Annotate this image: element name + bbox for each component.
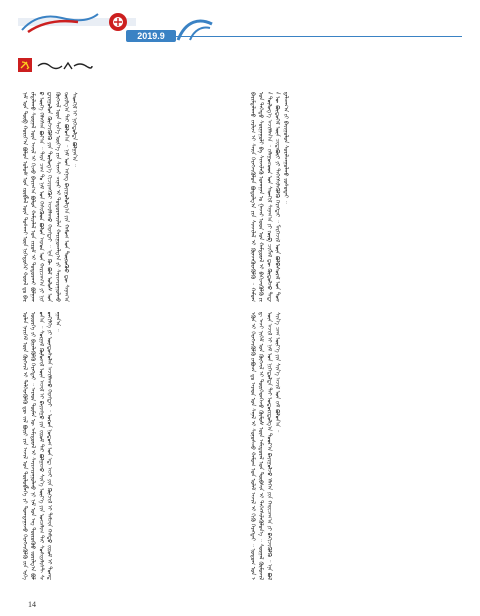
text-block-upper-right [248,92,458,302]
page-number: 14 [28,600,36,609]
header-divider [170,36,462,37]
body-text: ᠣᠯᠠᠨ ᠨᠡᠶᠢᠭᠡᠮ ᠦᠨ ᠬᠥᠭᠵᠢᠯ ᠢ ᠲᠡᠯᠭᠡᠷᠡᠭᠦᠯᠬᠦ ᠳᠦ ᠵᠢᠯ ᠪᠦᠷᠢ ᠶᠢᠨ ᠠᠵᠢᠯ ᠤᠨ ᠲᠥᠯᠦᠪᠯᠡᠭᠡ ᠶᠢ ᠲᠣᠭᠲᠠᠭᠠᠵᠤ ᠬᠡᠷᠡᠭᠵᠢᠭᠦᠯᠬᠦ ᠶᠢᠨ ᠡᠷᠬᠡ ᠦᠦᠷᠭᠡ ᠶᠢ ᠪᠢᠶᠡᠯᠡᠭᠦᠯᠬᠦ ᠬᠡᠷᠡᠭᠲᠡᠢ ᠃ ᠠᠷᠠᠳ ᠲᠦᠮᠡᠨ ᠦ ᠠᠮᠢᠳᠤᠷᠠᠯ ᠢ ᠰᠠᠶᠢᠵᠢᠷᠠᠭᠤᠯᠬᠤ ᠨᠢ ᠨᠠᠮ ᠤᠨ ᠡᠩ ᠲᠦᠷᠦᠭᠦᠦ ᠵᠣᠷᠢᠯᠭ᠎ᠠ ᠪᠣᠯᠤᠨ᠎ᠠ ᠃ ᠰᠤᠷᠭᠠᠯ ᠬᠦᠮᠦᠵᠢᠯ ᠦᠨ ᠠᠵᠢᠯ ᠢ ᠪᠠᠶᠢᠩᠭᠤ ᠶᠢᠨ ᠵᠢᠷᠤᠮ ᠲᠠᠶ ᠪᠣᠯᠭᠠᠵᠤ ᠰᠢᠨ᠎ᠡ ᠦᠶ᠎ᠡ ᠶᠢᠨ ᠣᠨᠴᠠᠯᠢᠭ ᠲᠠᠶ ᠰᠣᠰᠢᠶᠠᠯᠢᠰᠲ ᠰᠡᠳᠬᠢᠯᠭᠡ ᠶᠢ ᠦᠨᠳᠦᠰᠦᠯᠡᠨ ᠠᠵᠢᠯᠯᠠᠬᠤ ᠬᠡᠷᠡᠭᠲᠡᠢ ᠃ ᠣᠷᠣᠨ ᠨᠤᠲᠤᠭ ᠤᠨ ᠡᠳ᠋ ᠠᠵᠢ ᠶᠢᠨ ᠬᠥᠭᠵᠢᠯ ᠢ ᠳᠡᠮᠵᠢᠨ ᠬᠠᠮᠲᠤ ᠵᠢᠷᠤᠮ ᠢ ᠲᠣᠭᠲᠠᠭᠠᠨ᠎ᠠ ᠃ [21,312,61,580]
issue-date-badge: 2019.9 [126,30,176,42]
section-title-script-icon [36,59,94,73]
text-block-lower-right [248,312,458,580]
body-text: ᠡᠭᠦᠨ ᠢ ᠬᠡᠷᠡᠭᠵᠢᠭᠦᠯᠬᠦ ᠶᠠᠪᠤᠴᠠ ᠳᠤ ᠠᠷᠠᠳ ᠤᠨ ᠰᠠᠨᠠᠯ ᠢ ᠰᠣᠨᠣᠰᠴᠤ ᠬᠠᠮᠤᠭ ᠤᠨ ᠤᠯᠠᠮ ᠠᠵᠢᠯ ᠢ ᠬᠢᠬᠦ ᠬᠡᠷᠡᠭᠲᠡᠢ ᠃ ᠨᠤᠲᠤᠭ ᠤᠨ ᠡᠳ᠋ ᠠᠵᠢ ᠨᠢᠭᠡᠮ ᠤᠨ ᠬᠥᠭᠵᠢᠯ ᠢ ᠲᠦᠷᠭᠡᠳᠬᠡᠵᠦ ᠬᠦᠮᠦᠰ ᠦᠨ ᠠᠮᠢᠳᠤᠷᠠᠯ ᠤᠨ ᠲᠦᠪᠰᠢᠨ ᠢ ᠳᠡᠭᠡᠭᠰᠢᠯᠡᠭᠦᠯᠦᠨ᠎ᠡ ᠃ ᠰᠤᠷᠭᠠᠯ ᠬᠦᠮᠦᠵᠢᠯ ᠦᠨ ᠠᠵᠢᠯ ᠢ ᠨᠠᠮ ᠤᠨ ᠨᠢᠭᠡᠳᠦᠯᠲᠡ ᠲᠠᠶ ᠤᠳᠤᠷᠢᠳᠤᠯᠭ᠎ᠠ ᠳᠤᠤᠷ᠎ᠠ ᠪᠠᠶᠢᠭᠤᠯᠵᠤ ᠡᠯᠡᠭᠡᠨ ᠶᠢᠨ ᠬᠠᠷᠢᠴᠠᠭ᠎ᠠ ᠶᠢ ᠪᠡᠬᠢᠵᠢᠭᠦᠯᠬᠦ ᠃ ᠡᠨᠡ ᠪᠣᠯ ᠰᠢᠨ᠎ᠡ ᠴᠠᠭ ᠦᠶ᠎ᠡ ᠶᠢᠨ ᠰᠢᠨ᠎ᠡ ᠠᠵᠢᠯ ᠤᠨ ᠵᠠᠮ ᠪᠣᠯᠤᠨ᠎ᠠ ᠃ [249,312,281,580]
text-block-lower-left [20,312,226,580]
body-text: ᠪᠠᠷᠢᠮᠲᠠᠯᠠᠬᠤ ᠵᠠᠷᠯᠢᠭ ᠢ ᠰᠠᠢᠨ ᠬᠡᠷᠡᠭᠵᠢᠭᠦᠯᠦᠨ ᠪᠣᠳᠤᠯᠭ᠎ᠠ ᠶᠢᠨ ᠰᠢᠨᠵᠢᠯᠡᠯ ᠢ ᠭᠦᠨᠵᠡᠭᠦᠷᠡᠭᠦᠯᠬᠦ ᠃ ᠬᠠᠮᠤᠭ ᠤᠨ ᠳᠡᠭᠡᠳᠦ ᠰᠤᠷᠭᠠᠭᠤᠯᠢ ᠪᠠ ᠰᠢᠨᠵᠢᠯᠡᠬᠦ ᠤᠬᠠᠭᠠᠨ ᠤ ᠭᠠᠵᠠᠷ ᠤᠳ ᠤᠨ ᠬᠠᠮᠲᠤᠷᠠᠯ ᠢ ᠪᠡᠬᠢᠵᠢᠭᠦᠯᠬᠦ ᠶᠢᠨ ᠲᠥᠯᠦᠭ᠎ᠡ ᠠᠵᠢᠯᠯᠠᠨ᠎ᠠ ᠃ ᠵᠠᠯᠠᠭᠤᠴᠤᠳ ᠤᠨ ᠰᠡᠳᠬᠢᠯ ᠰᠠᠨᠠᠭ᠎ᠠ ᠶᠢ ᠵᠥᠪ ᠴᠢᠭᠯᠡᠯ ᠳᠦ ᠬᠥᠲᠥᠯᠵᠦ ᠲᠡᠳᠡᠨ ᠦ ᠪᠦᠲᠦᠭᠡᠯ ᠦᠨ ᠴᠢᠳᠠᠪᠤᠷᠢ ᠶᠢ ᠳᠡᠭᠡᠭᠰᠢᠯᠡᠭᠦᠯᠬᠦ ᠬᠡᠷᠡᠭᠲᠡᠢ ᠃ ᠮᠡᠷᠭᠡᠵᠢᠯ ᠦᠨ ᠪᠣᠯᠪᠠᠰᠤᠷᠠᠯ ᠤᠨ ᠲᠣᠭᠲᠠᠯᠴᠠᠭ᠎ᠠ ᠶᠢ ᠪᠠᠶᠢᠭᠤᠯᠤᠨ ᠰᠤᠷᠠᠯᠴᠠᠭᠤᠯᠬᠤ ᠶᠣᠰᠤᠲᠠᠶ ᠃ [249,92,289,302]
magazine-logo-icon [18,8,136,36]
header-swoosh-icon [176,16,214,42]
section-title [36,58,94,72]
party-emblem-icon [18,58,32,72]
body-text: ᠨᠠᠮ ᠤᠨ ᠲᠥᠪ ᠬᠣᠷᠢᠶ᠎ᠠ ᠪᠤᠯᠤᠨ ᠤᠯᠤᠰ ᠤᠨ ᠵᠥᠪᠯᠡᠯ ᠦᠨ ᠲᠤᠰᠬᠠᠶ ᠦᠨ ᠨᠢᠭᠡᠳᠦᠭᠡᠷ ᠬᠤᠷᠠᠯ ᠳᠤ ᠪᠠᠷᠢᠮᠲᠠᠯᠠᠬᠤ ᠰᠤᠷᠭᠠᠯ ᠦᠨ ᠠᠵᠢᠯ ᠢ ᠬᠢᠵᠦ ᠪᠠᠶᠢᠭ᠎ᠠ ᠪᠣᠯᠤᠨ ᠬᠠᠮᠢᠶᠠᠯᠠᠯ ᠤᠨ ᠵᠢᠷᠤᠮ ᠢ ᠲᠣᠳᠤᠷᠬᠠᠶ ᠪᠣᠯᠭᠠᠬᠤ ᠦᠭᠡ ᠬᠡᠯᠡᠭᠰᠡᠨ ᠪᠤᠶ᠎ᠠ ᠃ ᠲᠡᠷᠡ ᠴᠠᠭ ᠲᠤ ᠨᠠᠮ ᠤᠨ ᠭᠡᠰᠢᠭᠦᠳ ᠪᠣᠯᠤᠨ ᠠᠷᠠᠳ ᠤᠨ ᠬᠠᠷᠢᠴᠠᠭ᠎ᠠ ᠶᠢ ᠨᠢᠭᠲᠠᠷᠠᠭᠤᠯᠤᠨ ᠬᠥᠭᠵᠢᠭᠦᠯᠬᠦ ᠶᠢᠨ ᠲᠥᠯᠦᠭ᠎ᠡ ᠬᠢᠴᠢᠶᠡᠩᠭᠦᠢ ᠠᠵᠢᠯᠯᠠᠬᠤ ᠬᠡᠷᠡᠭᠲᠡᠢ ᠃ ᠡᠨᠡ ᠬᠦ ᠪᠤᠯ ᠤᠯᠤᠰ ᠤᠨ ᠬᠥᠭᠵᠢᠯ ᠦᠨ ᠰᠢᠨ᠎ᠡ ᠦᠶ᠎ᠡ ᠶᠢᠨ ᠰᠢᠨᠵᠢ ᠴᠢᠨᠠᠷ ᠢ ᠲᠣᠳᠤᠷᠬᠠᠶᠢᠯᠠᠨ ᠬᠠᠷᠢᠭᠤᠴᠠᠯᠭ᠎ᠠ ᠶᠢ ᠰᠠᠶᠢᠵᠢᠷᠠᠭᠤᠯᠬᠤ ᠵᠣᠷᠢᠯᠭ᠎ᠠ ᠲᠠᠶ ᠪᠣᠯᠤᠨ᠎ᠠ ᠃ ᠨᠠᠮ ᠤᠨ ᠡᠩᠨᠡᠭ ᠪᠠᠶᠢᠭᠤᠯᠤᠯᠭ᠎ᠠ ᠶᠢᠨ ᠬᠠᠮᠤᠭ ᠤᠨ ᠲᠦᠷᠦᠭᠦᠦ ᠳᠦ ᠰᠠᠨᠠᠭ᠎ᠠ ᠰᠡᠳᠬᠢᠯ ᠢ ᠨᠢᠭᠡᠳᠦᠯᠲᠡ ᠪᠣᠯᠭᠠᠨ᠎ᠠ ᠃ [21,92,78,302]
text-block-upper-left [20,92,226,302]
